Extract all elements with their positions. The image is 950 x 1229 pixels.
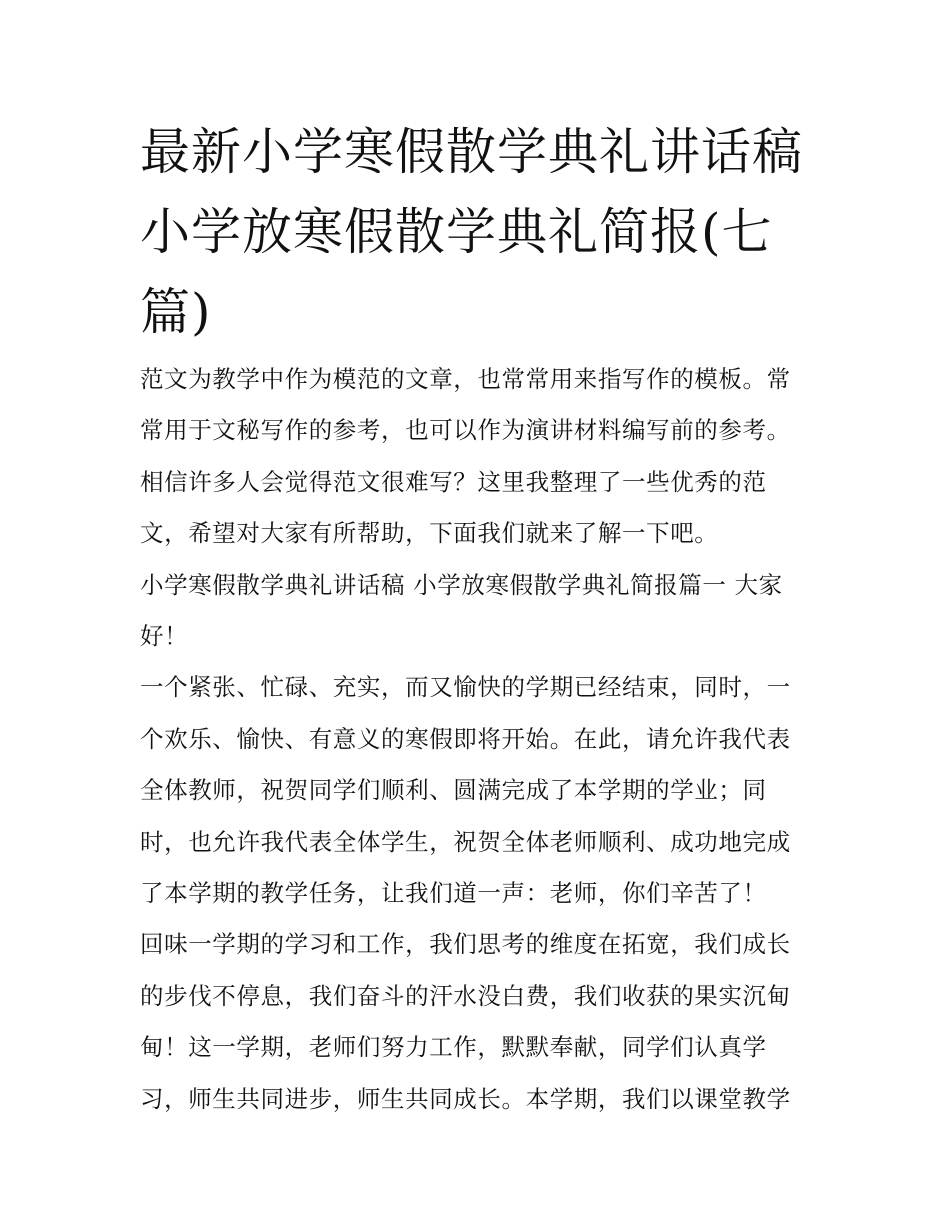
text-line: 时，也允许我代表全体学生，祝贺全体老师顺利、成功地完成 <box>140 827 791 856</box>
paragraph-intro <box>140 354 812 560</box>
text-line: 相信许多人会觉得范文很难写？这里我整理了一些优秀的范 <box>140 467 767 496</box>
title-line: 篇) <box>140 283 212 341</box>
document-title <box>140 112 820 352</box>
text-line: 甸！这一学期，老师们努力工作，默默奉献，同学们认真学 <box>140 1033 767 1062</box>
text-line: 的步伐不停息，我们奋斗的汗水没白费，我们收获的果实沉甸 <box>140 981 791 1010</box>
text-line: 个欢乐、愉快、有意义的寒假即将开始。在此，请允许我代表 <box>140 724 791 753</box>
document-body <box>140 354 812 1125</box>
text-line: 一个紧张、忙碌、充实，而又愉快的学期已经结束，同时，一 <box>140 673 791 702</box>
text-line: 范文为教学中作为模范的文章，也常常用来指写作的模板。常 <box>140 365 791 393</box>
title-line: 最新小学寒假散学典礼讲话稿 <box>140 123 803 181</box>
text-line: 好！ <box>140 622 189 651</box>
paragraph-speech-opening <box>140 662 812 919</box>
text-line: 了本学期的教学任务，让我们道一声：老师，你们辛苦了！ <box>140 879 767 908</box>
text-line: 全体教师，祝贺同学们顺利、圆满完成了本学期的学业；同 <box>140 776 767 805</box>
title-line: 小学放寒假散学典礼简报(七 <box>140 203 773 261</box>
text-line: 习，师生共同进步，师生共同成长。本学期，我们以课堂教学 <box>140 1084 791 1113</box>
text-line: 常用于文秘写作的参考，也可以作为演讲材料编写前的参考。 <box>140 416 791 445</box>
paragraph-section-heading <box>140 560 812 663</box>
text-line: 文，希望对大家有所帮助，下面我们就来了解一下吧。 <box>140 519 719 548</box>
paragraph-speech-review <box>140 919 812 1125</box>
text-line: 回味一学期的学习和工作，我们思考的维度在拓宽，我们成长 <box>140 930 791 959</box>
text-line: 小学寒假散学典礼讲话稿 小学放寒假散学典礼简报篇一 大家 <box>140 570 783 599</box>
